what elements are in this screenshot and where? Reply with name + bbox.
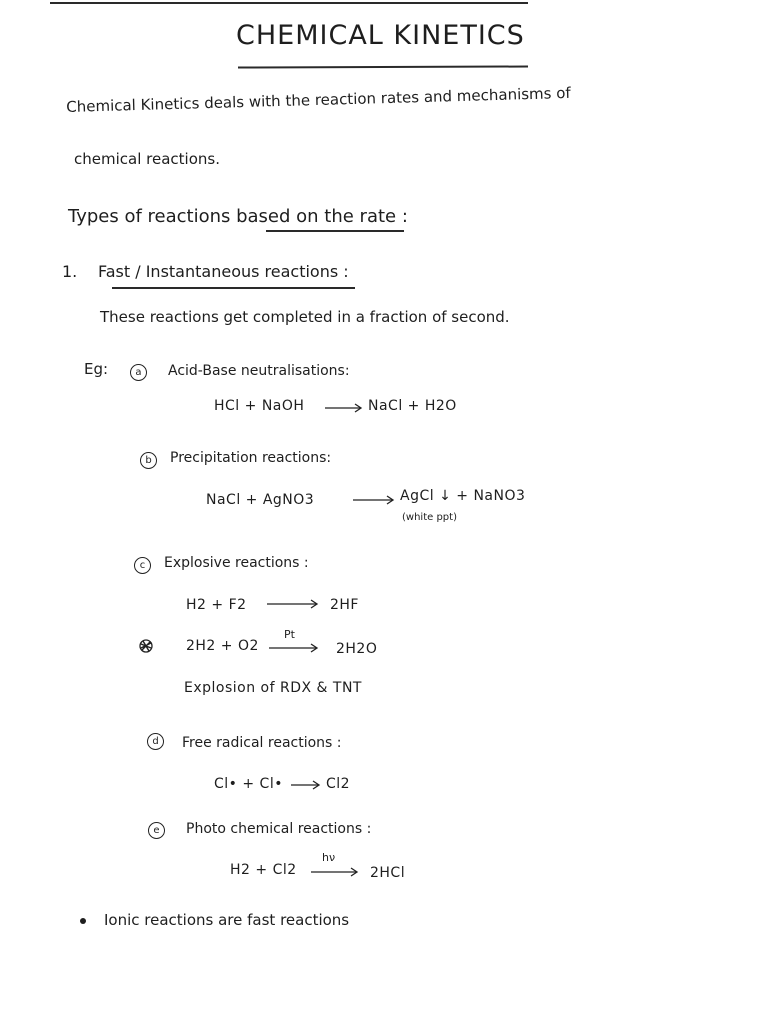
right-arrow-icon [266, 598, 320, 610]
item-e-equation-rhs: 2HCl [370, 865, 406, 881]
right-arrow-icon [310, 866, 360, 878]
item-a-title: Acid-Base neutralisations: [168, 363, 350, 379]
scribbled-out-mark-icon [138, 638, 154, 654]
item-a-equation-rhs: NaCl + H2O [368, 398, 457, 414]
section-title: Fast / Instantaneous reactions : [98, 262, 349, 281]
item-b-equation-lhs: NaCl + AgNO3 [206, 492, 315, 508]
section-description: These reactions get completed in a fraction of second. [100, 308, 510, 326]
item-c-marker: c [134, 557, 151, 574]
item-c-equation2-rhs: 2H2O [336, 641, 378, 657]
item-c-equation1-rhs: 2HF [330, 597, 359, 613]
item-d-equation-rhs: Cl2 [326, 776, 351, 792]
right-arrow-icon [352, 494, 396, 506]
item-d-equation-lhs: Cl• + Cl• [214, 776, 283, 792]
section-title-underline [112, 287, 355, 289]
right-arrow-icon [268, 642, 320, 654]
section-number: 1. [62, 262, 78, 281]
item-a-marker: a [130, 364, 147, 381]
section-heading: Types of reactions based on the rate : [68, 206, 408, 227]
item-c-equation2-lhs: 2H2 + O2 [186, 638, 259, 654]
item-d-title: Free radical reactions : [182, 735, 342, 751]
right-arrow-icon [324, 402, 364, 414]
item-b-title: Precipitation reactions: [170, 450, 332, 466]
item-d-marker: d [147, 733, 164, 750]
top-edge-line [50, 2, 528, 4]
right-arrow-icon [290, 779, 322, 791]
item-c-equation1-lhs: H2 + F2 [186, 597, 247, 613]
bullet-note: Ionic reactions are fast reactions [104, 911, 350, 929]
item-e-title: Photo chemical reactions : [186, 821, 372, 837]
intro-line-2: chemical reactions. [74, 150, 220, 168]
heading-underline [266, 230, 404, 232]
item-a-equation-lhs: HCl + NaOH [214, 398, 305, 414]
item-c-catalyst: Pt [284, 628, 295, 641]
item-e-catalyst: hν [322, 851, 336, 864]
title-underline [238, 65, 528, 68]
bullet-dot-icon [80, 918, 86, 924]
eg-label: Eg: [84, 360, 109, 378]
item-b-note: (white ppt) [402, 512, 457, 523]
page-title: CHEMICAL KINETICS [236, 20, 525, 51]
item-b-equation-rhs: AgCl ↓ + NaNO3 [400, 488, 526, 504]
item-b-marker: b [140, 452, 157, 469]
intro-line-1: Chemical Kinetics deals with the reaction rates and mechanisms of [66, 83, 571, 116]
item-e-marker: e [148, 822, 165, 839]
item-e-equation-lhs: H2 + Cl2 [230, 862, 297, 878]
item-c-title: Explosive reactions : [164, 555, 309, 571]
item-c-equation3: Explosion of RDX & TNT [184, 680, 362, 696]
